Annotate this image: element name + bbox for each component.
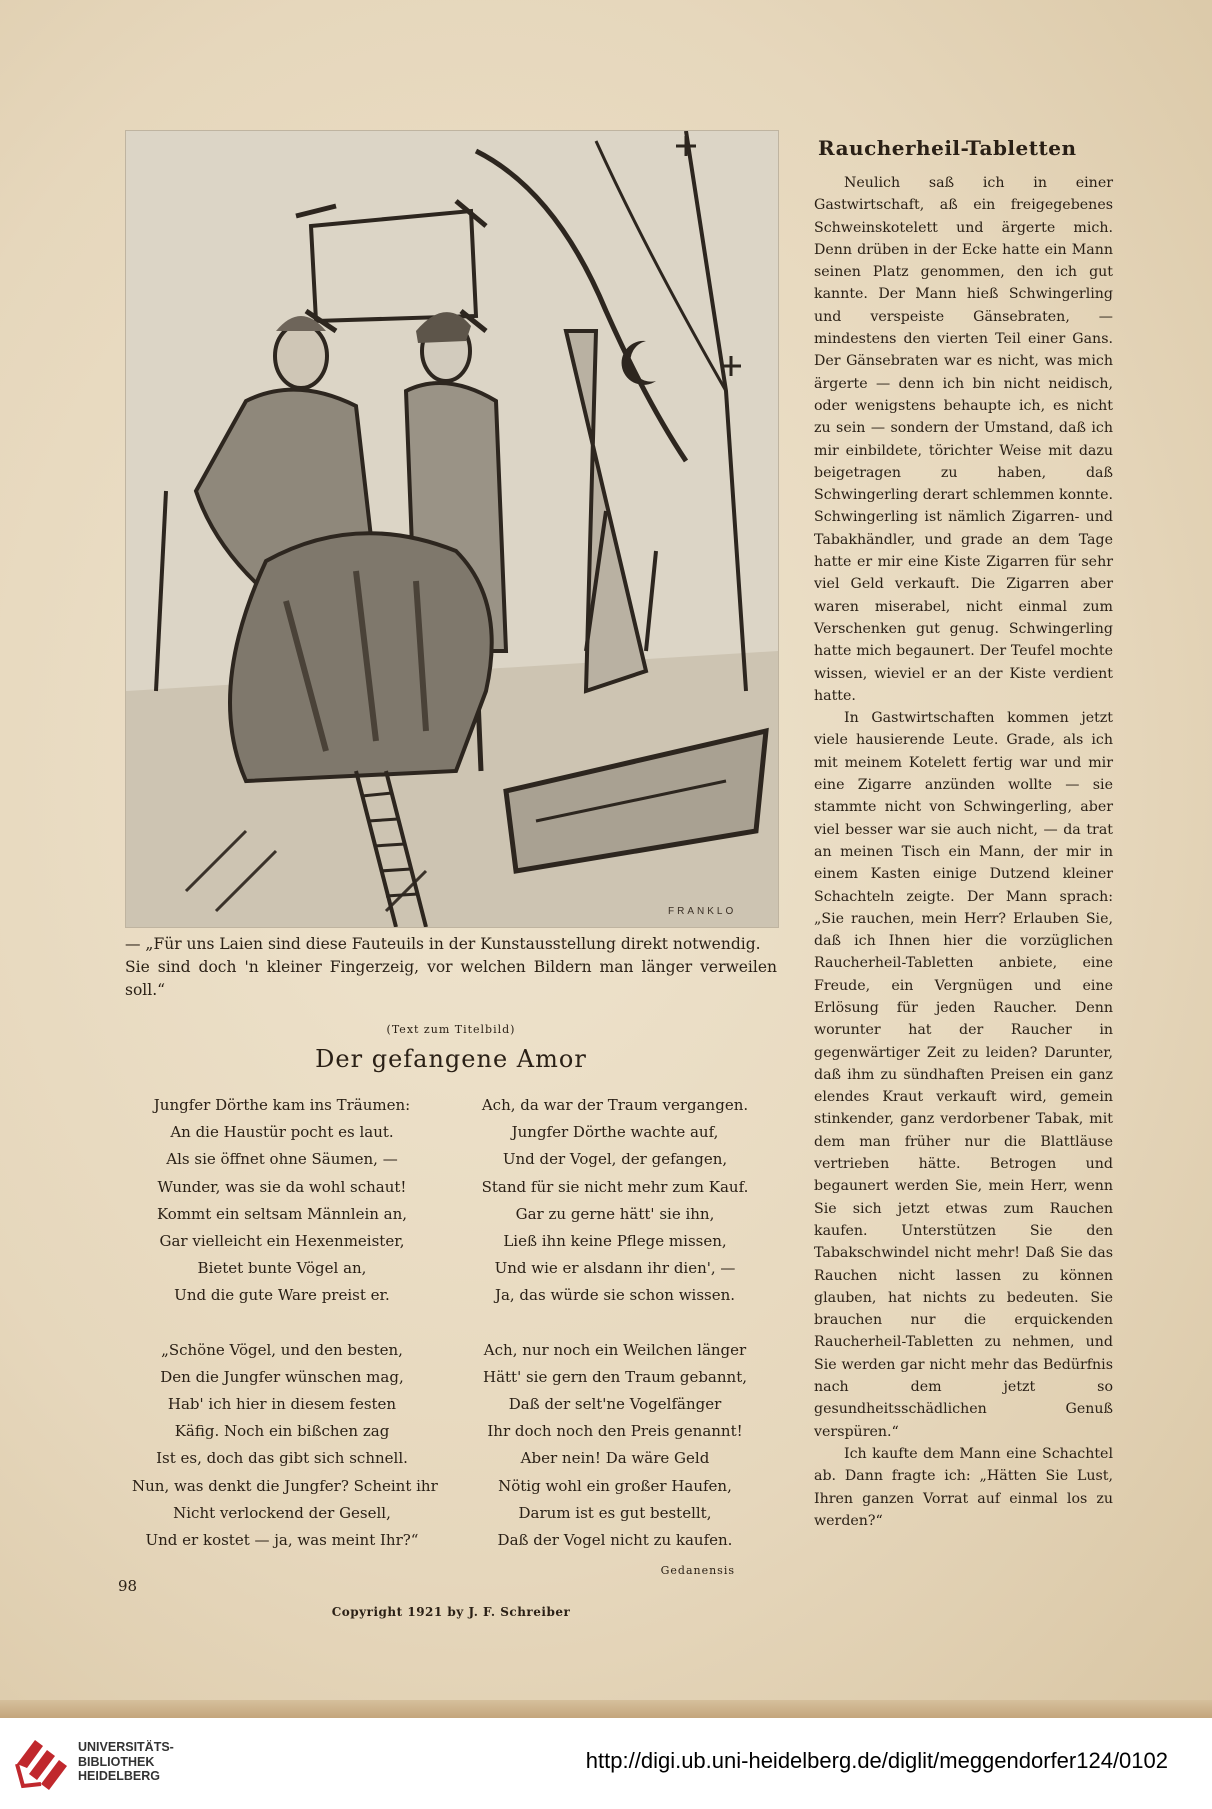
- permalink-url[interactable]: http://digi.ub.uni-heidelberg.de/diglit/meggendorfer124/0102: [585, 1748, 1168, 1773]
- poem-stanza: [465, 1337, 765, 1555]
- poem-line: Ließ ihn keine Pflege missen,: [503, 1232, 727, 1251]
- caption-line: — „Für uns Laien sind diese Fauteuils in der Kunstausstellung direkt notwendig.: [125, 935, 761, 953]
- poem-stanza: [465, 1092, 765, 1310]
- library-name: [78, 1740, 174, 1784]
- poem-line: Jungfer Dörthe wachte auf,: [511, 1123, 719, 1142]
- university-library-logo: [13, 1734, 71, 1794]
- poem-line: Und wie er alsdann ihr dien', —: [494, 1259, 736, 1278]
- poem-line: Nicht verlockend der Gesell,: [173, 1503, 391, 1522]
- poem-line: Nun, was denkt die Jungfer? Scheint ihr: [132, 1476, 438, 1495]
- poem-line: Gar vielleicht ein Hexenmeister,: [159, 1232, 405, 1251]
- poem-line: Hab' ich hier in diesem festen: [167, 1395, 397, 1414]
- poem-line: Ja, das würde sie schon wissen.: [494, 1286, 736, 1305]
- cartoon-drawing: [126, 131, 778, 927]
- poem-line: Und der Vogel, der gefangen,: [502, 1150, 728, 1169]
- copyright-line: Copyright 1921 by J. F. Schreiber: [331, 1605, 571, 1619]
- poem-line: Gar zu gerne hätt' sie ihn,: [515, 1204, 715, 1223]
- poem-stanza: [132, 1337, 438, 1555]
- poem-line: „Schöne Vögel, und den besten,: [161, 1340, 403, 1359]
- page-number: 98: [118, 1577, 138, 1595]
- poem-left-column: [132, 1092, 438, 1581]
- artist-signature: FRANKLO: [668, 906, 737, 917]
- poem-stanza: [132, 1092, 432, 1310]
- poem-line: Ihr doch noch den Preis genannt!: [487, 1422, 743, 1441]
- poem-line: Bietet bunte Vögel an,: [197, 1259, 367, 1278]
- article-paragraph: Neulich saß ich in einer Gastwirtschaft, aß ein freigegebenes Schweinskotelett und ärgerte mich. Denn drüben in der Ecke hatte ein Mann seinen Platz genommen, den ich gut kannte. Der Mann hieß Schwingerling und verspeiste Gänsebraten, — mindestens den vierten Teil einer Gans. Der Gänsebraten war es nicht, was mich ärgerte — denn ich bin nicht neidisch, oder wenigstens behaupte ich, es nicht zu sein — sondern der Umstand, daß ich mir einbildete, törichter Weise mit dazu beigetragen zu haben, daß Schwingerling derart schlemmen konnte. Schwingerling ist nämlich Zigarren- und Tabakhändler, und grade an dem Tage hatte er mir eine Kiste Zigarren für sehr viel Geld verkauft. Die Zigarren aber waren miserabel, nicht einmal zum Verschenken gut genug. Schwingerling hatte mich begaunert. Der Teufel mochte wissen, wieviel er an der Kiste verdient hatte.: [814, 175, 1113, 704]
- poem-line: Ach, nur noch ein Weilchen länger: [483, 1340, 747, 1359]
- article-title: Raucherheil-Tabletten: [818, 136, 1077, 160]
- poem-author: Gedanensis: [660, 1564, 735, 1577]
- poem-title: Der gefangene Amor: [315, 1045, 587, 1073]
- cartoon-illustration: [125, 130, 779, 928]
- illustration-caption: [125, 933, 777, 1002]
- poem-line: Daß der selt'ne Vogelfänger: [508, 1395, 722, 1414]
- library-name-line: HEIDELBERG: [78, 1769, 160, 1783]
- library-name-line: UNIVERSITÄTS-: [78, 1740, 174, 1754]
- poem-line: Daß der Vogel nicht zu kaufen.: [497, 1531, 733, 1550]
- poem-line: Stand für sie nicht mehr zum Kauf.: [481, 1177, 749, 1196]
- poem-line: Nötig wohl ein großer Haufen,: [498, 1476, 732, 1495]
- poem-line: Wunder, was sie da wohl schaut!: [157, 1177, 407, 1196]
- poem-line: Als sie öffnet ohne Säumen, —: [166, 1150, 398, 1169]
- poem-line: Den die Jungfer wünschen mag,: [160, 1367, 404, 1386]
- poem-line: Und er kostet — ja, was meint Ihr?“: [145, 1531, 419, 1550]
- poem-line: Und die gute Ware preist er.: [174, 1286, 390, 1305]
- poem-line: Darum ist es gut bestellt,: [518, 1503, 712, 1522]
- poem-subhead: (Text zum Titelbild): [386, 1023, 516, 1036]
- poem-line: Käfig. Noch ein bißchen zag: [174, 1422, 390, 1441]
- caption-line: Sie sind doch 'n kleiner Fingerzeig, vor welchen Bildern man länger verweilen soll.“: [125, 958, 777, 999]
- article-paragraph: In Gastwirtschaften kommen jetzt viele hausierende Leute. Grade, als ich mit meinem Kotelett fertig war und mir eine Zigarre anzünden wollte — sie stammte nicht von Schwingerling, aber viel besser war sie auch nicht, — da trat an meinen Tisch ein Mann, der mir in einem Kasten einige Dutzend kleiner Schachteln zeigte. Der Mann sprach: „Sie rauchen, mein Herr? Erlauben Sie, daß ich Ihnen hier die vorzüglichen Raucherheil-Tabletten anbiete, eine Freude, ein Vergnügen und eine Erlösung für jeden Raucher. Denn worunter hat der Raucher in gegenwärtiger Zeit zu leiden? Darunter, daß ihm zu sündhaften Preisen ein ganz elendes Kraut verkauft wird, gemein stinkender, ganz verdorbener Tabak, mit dem man früher nur die Blattläuse vertrieben hätte. Betrogen und begaunert werden Sie, mein Herr, wenn Sie sich jetzt etwas zum Rauchen kaufen. Unterstützen Sie den Tabakschwindel nicht mehr! Daß Sie das Rauchen nicht lassen zu können glauben, hat nichts zu bedeuten. Sie brauchen nur die erquickenden Raucherheil-Tabletten zu nehmen, und Sie werden gar nicht mehr das Bedürfnis nach dem jetzt so gesundheitsschädlichen Genuß verspüren.“: [814, 710, 1113, 1440]
- poem-line: Hätt' sie gern den Traum gebannt,: [482, 1367, 747, 1386]
- poem-line: Jungfer Dörthe kam ins Träumen:: [153, 1096, 411, 1114]
- poem-line: An die Haustür pocht es laut.: [170, 1123, 394, 1142]
- poem-line: Ist es, doch das gibt sich schnell.: [156, 1449, 408, 1468]
- article-body: [814, 172, 1113, 1532]
- poem-line: Kommt ein seltsam Männlein an,: [156, 1204, 408, 1223]
- poem-line: Ach, da war der Traum vergangen.: [481, 1096, 749, 1114]
- poem-line: Aber nein! Da wäre Geld: [520, 1449, 710, 1468]
- poem-right-column: [465, 1092, 765, 1581]
- article-paragraph: Ich kaufte dem Mann eine Schachtel ab. Dann fragte ich: „Hätten Sie Lust, Ihren ganzen Vorrat auf einmal los zu werden?“: [814, 1445, 1113, 1529]
- library-name-line: BIBLIOTHEK: [78, 1754, 155, 1769]
- page-bottom-edge: [0, 1700, 1212, 1718]
- viewer-footer: [0, 1718, 1212, 1809]
